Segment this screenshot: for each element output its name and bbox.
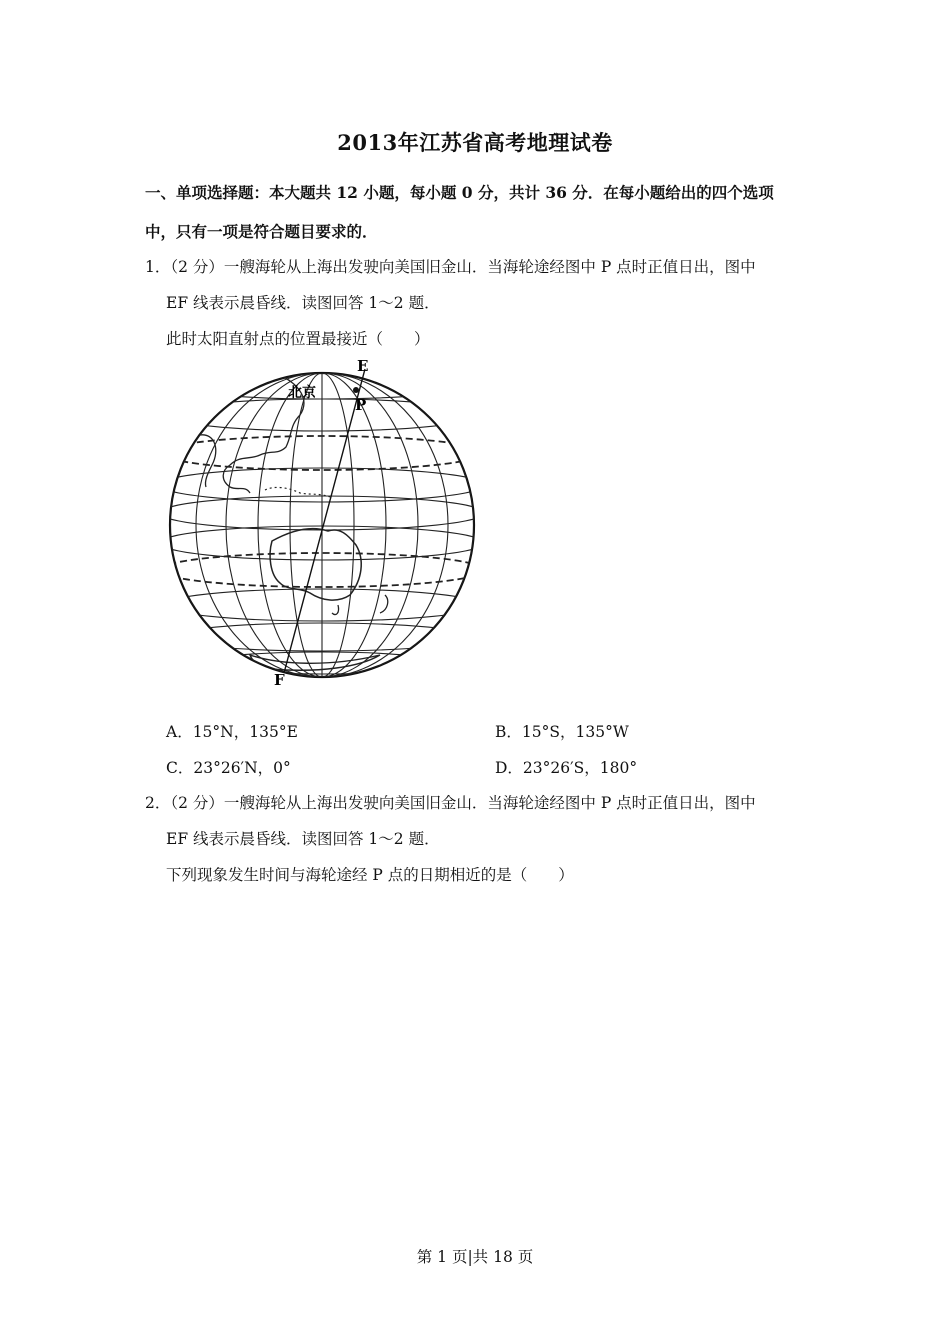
globe-figure: [160, 355, 485, 690]
label-p: P: [355, 396, 367, 414]
q1-option-c: C．23°26′N，0°: [166, 759, 291, 777]
q1-prompt: 此时太阳直射点的位置最接近（ ）: [166, 330, 430, 348]
q1-option-d: D．23°26′S，180°: [495, 759, 638, 777]
label-e: E: [357, 357, 369, 375]
q2-prompt: 下列现象发生时间与海轮途经 P 点的日期相近的是（ ）: [166, 866, 574, 884]
q2-stem-line2: EF 线表示晨昏线．读图回答 1～2 题．: [166, 830, 440, 848]
page-title: 2013年江苏省高考地理试卷: [337, 130, 613, 155]
q1-option-b: B．15°S，135°W: [495, 723, 629, 741]
q1-stem-line2: EF 线表示晨昏线．读图回答 1～2 题．: [166, 294, 440, 312]
section-heading-line2: 中，只有一项是符合题目要求的．: [145, 222, 378, 241]
q1-option-a: A．15°N，135°E: [166, 723, 298, 741]
q1-stem-line1: 1．（2 分）一艘海轮从上海出发驶向美国旧金山．当海轮途经图中 P 点时正值日出，图中: [145, 258, 756, 276]
label-f: F: [274, 671, 285, 689]
label-beijing: 北京: [288, 385, 316, 401]
section-heading-line1: 一、单项选择题：本大题共 12 小题，每小题 0 分，共计 36 分．在每小题给出的四个选项: [145, 183, 774, 202]
q2-stem-line1: 2．（2 分）一艘海轮从上海出发驶向美国旧金山．当海轮途经图中 P 点时正值日出，图中: [145, 794, 756, 812]
page-footer: 第 1 页|共 18 页: [416, 1248, 534, 1266]
